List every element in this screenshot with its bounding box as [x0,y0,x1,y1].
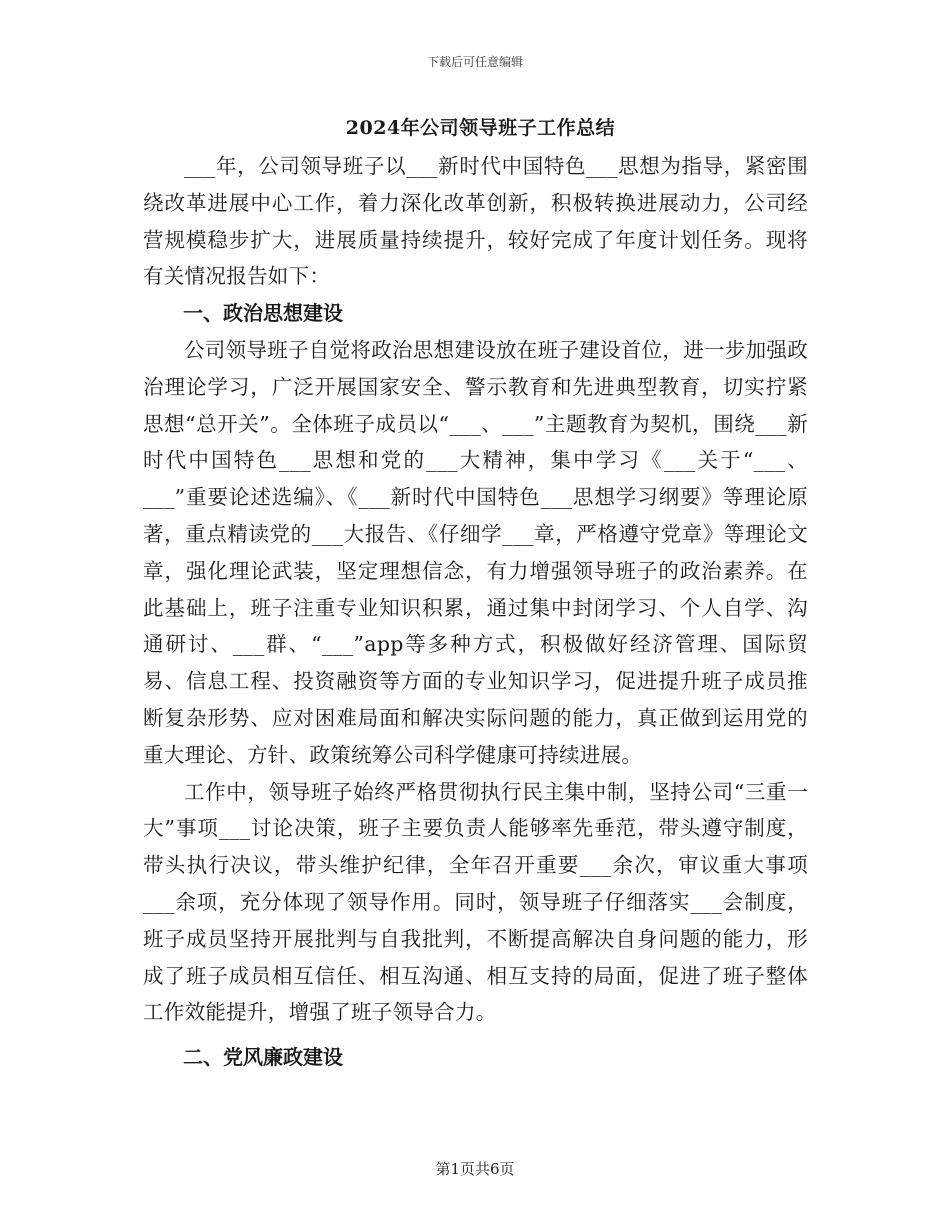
section1-paragraph-2: 工作中，领导班子始终严格贯彻执行民主集中制，坚持公司“三重一大”事项___讨论决策，班子主要负责人能够率先垂范，带头遵守制度，带头执行决议，带头维护纪律，全年召开重要___余次，审议重大事项___余项，充分体现了领导作用。同时，领导班子仔细落实___会制度，班子成员坚持开展批判与自我批判，不断提高解决自身问题的能力，形成了班子成员相互信任、相互沟通、相互支持的局面，促进了班子整体工作效能提升，增强了班子领导合力。 [143,779,808,1025]
header-note: 下载后可任意编辑 [426,55,523,69]
section-heading-political: 一、政治思想建设 [183,301,343,326]
section1-paragraph-1: 公司领导班子自觉将政治思想建设放在班子建设首位，进一步加强政治理论学习，广泛开展国家安全、警示教育和先进典型教育，切实拧紧思想“总开关”。全体班子成员以“___、___”主题教育为契机，围绕___新时代中国特色___思想和党的___大精神，集中学习《___关于“___、___”重要论述选编》、《___新时代中国特色___思想学习纲要》等理论原著，重点精读党的___大报告、《仔细学___章，严格遵守党章》等理论文章，强化理论武装，坚定理想信念，有力增强领导班子的政治素养。在此基础上，班子注重专业知识积累，通过集中封闭学习、个人自学、沟通研讨、___群、“___”app等多种方式，积极做好经济管理、国际贸易、信息工程、投资融资等方面的专业知识学习，促进提升班子成员推断复杂形势、应对困难局面和解决实际问题的能力，真正做到运用党的重大理论、方针、政策统筹公司科学健康可持续进展。 [143,337,808,767]
document-body [143,108,808,1076]
page-footer: 第1页共6页 [435,1160,515,1178]
document-title: 2024年公司领导班子工作总结 [345,117,616,139]
spacer [143,1031,808,1039]
section-heading-integrity: 二、党风廉政建设 [183,1045,343,1070]
intro-paragraph: ___年，公司领导班子以___新时代中国特色___思想为指导，紧密围绕改革进展中心工作，着力深化改革创新，积极转换进展动力，公司经营规模稳步扩大，进展质量持续提升，较好完成了年度计划任务。现将有关情况报告如下： [143,154,808,289]
